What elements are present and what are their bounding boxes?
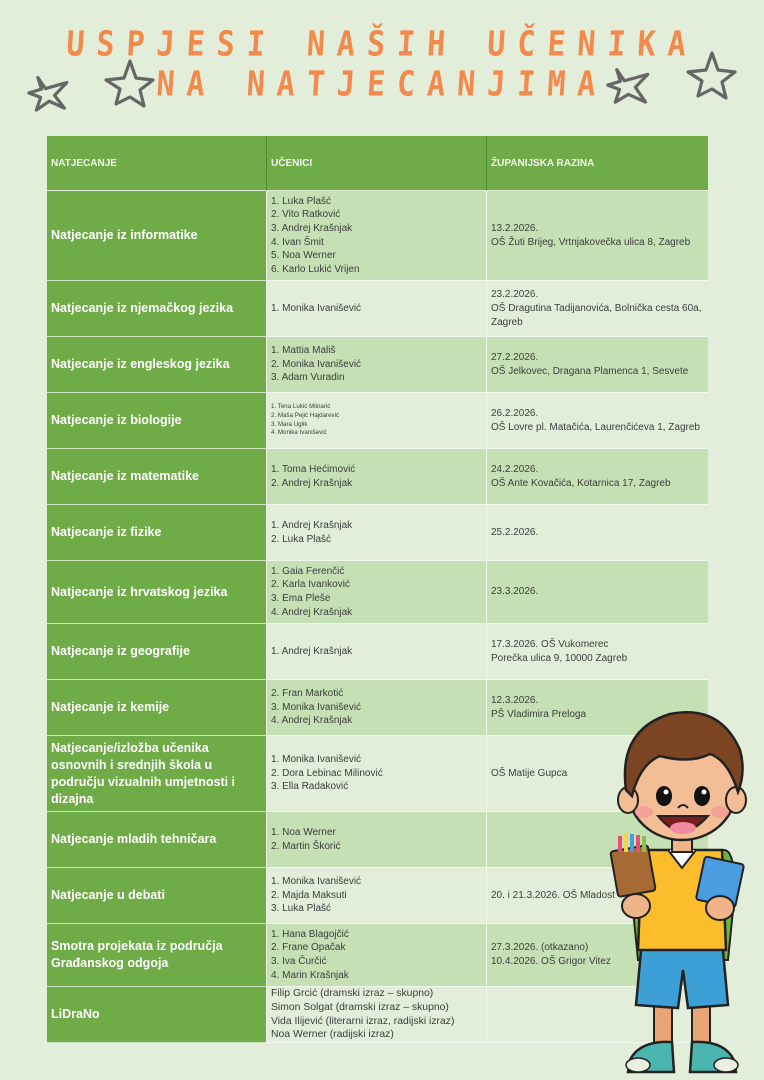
student-name: 2. Karla Ivanković bbox=[271, 579, 350, 591]
student-name: 1. Andrej Krašnjak bbox=[271, 645, 353, 657]
students-list bbox=[271, 875, 361, 916]
students-cell bbox=[267, 680, 487, 736]
header-county-level: ŽUPANIJSKA RAZINA bbox=[487, 136, 708, 191]
event-date: 24.2.2026. bbox=[491, 463, 539, 475]
competition-name: Natjecanje iz biologije bbox=[47, 393, 267, 449]
students-list bbox=[271, 302, 361, 316]
students-cell bbox=[267, 505, 487, 561]
students-cell bbox=[267, 281, 487, 337]
student-name: 6. Karlo Lukić Vrijen bbox=[271, 263, 360, 275]
star-outline-icon bbox=[26, 70, 74, 114]
competition-name: Natjecanje iz hrvatskog jezika bbox=[47, 561, 267, 624]
students-list bbox=[271, 565, 352, 619]
students-list bbox=[271, 403, 339, 437]
table-row bbox=[47, 393, 708, 449]
table-row bbox=[47, 449, 708, 505]
students-cell bbox=[267, 868, 487, 924]
students-cell bbox=[267, 337, 487, 393]
students-list bbox=[271, 753, 383, 794]
county-level-cell bbox=[487, 191, 708, 281]
competition-name: Natjecanje iz engleskog jezika bbox=[47, 337, 267, 393]
event-location: OŠ Žuti Brijeg, Vrtnjakovečka ulica 8, Zagreb bbox=[491, 236, 691, 248]
student-name: 2. Dora Lebinac Milinović bbox=[271, 767, 383, 779]
student-name: 3. Iva Čurčić bbox=[271, 956, 327, 967]
students-list bbox=[271, 987, 454, 1041]
event-date: 12.3.2026. bbox=[491, 694, 539, 706]
students-cell bbox=[267, 561, 487, 624]
page-title-line-2: NA NATJECANJIMA bbox=[155, 64, 609, 105]
students-list bbox=[271, 195, 360, 277]
student-name: 2. Majda Maksuti bbox=[271, 889, 347, 901]
students-cell bbox=[267, 191, 487, 281]
students-cell bbox=[267, 393, 487, 449]
student-name: 2. Luka Plašć bbox=[271, 533, 332, 545]
student-name: 1. Tena Lukić Mlinarić bbox=[271, 403, 331, 411]
star-outline-icon bbox=[682, 50, 738, 102]
student-name: 1. Toma Hećimović bbox=[271, 463, 356, 475]
students-cell bbox=[267, 924, 487, 987]
students-list bbox=[271, 344, 361, 385]
event-date: 23.2.2026. bbox=[491, 288, 539, 300]
students-list bbox=[271, 826, 340, 853]
competition-name: Natjecanje iz fizike bbox=[47, 505, 267, 561]
county-level-cell bbox=[487, 561, 708, 624]
student-name: 1. Monika Ivanišević bbox=[271, 876, 362, 888]
event-location: Porečka ulica 9, 10000 Zagreb bbox=[491, 652, 628, 664]
student-name: 2. Martin Škorić bbox=[271, 840, 341, 852]
student-name: 1. Noa Werner bbox=[271, 826, 336, 838]
event-location: OŠ Lovre pl. Matačića, Laurenčićeva 1, Zagreb bbox=[491, 421, 700, 433]
student-name: 2. Vito Ratković bbox=[271, 209, 341, 221]
student-name: 1. Hana Blagojčić bbox=[271, 928, 349, 940]
event-date: 20. i 21.3.2026. OŠ Mladost bbox=[491, 889, 615, 901]
event-date: 27.2.2026. bbox=[491, 351, 539, 363]
competition-name: Natjecanje iz kemije bbox=[47, 680, 267, 736]
county-level-cell bbox=[487, 393, 708, 449]
student-name: 1. Gaia Ferenčić bbox=[271, 565, 345, 577]
students-list bbox=[271, 463, 355, 490]
student-name: Vida Ilijević (literarni izraz, radijski izraz) bbox=[271, 1015, 455, 1027]
table-row bbox=[47, 337, 708, 393]
event-location: OŠ Jelkovec, Dragana Plamenca 1, Sesvete bbox=[491, 365, 689, 377]
event-location: OŠ Ante Kovačića, Kotarnica 17, Zagreb bbox=[491, 477, 671, 489]
event-date: 25.2.2026. bbox=[491, 526, 539, 538]
star-outline-icon bbox=[100, 58, 156, 110]
students-list bbox=[271, 687, 361, 728]
student-name: 3. Ella Radaković bbox=[271, 781, 349, 793]
event-date: 23.3.2026. bbox=[491, 586, 539, 597]
event-date: 26.2.2026. bbox=[491, 407, 539, 419]
county-level-cell bbox=[487, 505, 708, 561]
student-name: 1. Mattia Mališ bbox=[271, 345, 336, 357]
student-name: Filip Grcić (dramski izraz – skupno) bbox=[271, 988, 434, 1000]
competition-name: Natjecanje iz geografije bbox=[47, 624, 267, 680]
competition-name: Natjecanje u debati bbox=[47, 868, 267, 924]
event-date: 27.3.2026. (otkazano) bbox=[491, 942, 589, 953]
table-row bbox=[47, 281, 708, 337]
students-list bbox=[271, 928, 349, 982]
student-name: 3. Monika Ivanišević bbox=[271, 701, 362, 713]
student-name: 5. Noa Werner bbox=[271, 250, 336, 262]
event-date: 17.3.2026. OŠ Vukomerec bbox=[491, 638, 609, 650]
student-name: Simon Solgat (dramski izraz – skupno) bbox=[271, 1001, 449, 1013]
student-name: 1. Luka Plašć bbox=[271, 195, 332, 207]
event-location: 10.4.2026. OŠ Grigor Vitez bbox=[491, 956, 611, 967]
table-row bbox=[47, 561, 708, 624]
students-cell bbox=[267, 736, 487, 812]
competition-name: Natjecanje iz matematike bbox=[47, 449, 267, 505]
student-name: 3. Andrej Krašnjak bbox=[271, 222, 353, 234]
student-name: 3. Ema Pleše bbox=[271, 593, 331, 604]
competition-name: Natjecanje iz informatike bbox=[47, 191, 267, 281]
event-date: OŠ Matije Gupca bbox=[491, 767, 568, 779]
students-cell bbox=[267, 449, 487, 505]
county-level-cell bbox=[487, 337, 708, 393]
student-name: 3. Adam Vuradin bbox=[271, 372, 345, 384]
students-cell bbox=[267, 987, 487, 1043]
competition-name: Smotra projekata iz područja Građanskog odgoja bbox=[47, 924, 267, 987]
students-cell bbox=[267, 812, 487, 868]
table-row bbox=[47, 191, 708, 281]
student-name: 1. Monika Ivanišević bbox=[271, 302, 362, 314]
page-title-line-1: USPJESI NAŠIH UČENIKA bbox=[65, 24, 699, 65]
student-name: 1. Monika Ivanišević bbox=[271, 754, 362, 766]
student-name: 4. Monika Ivanišević bbox=[271, 429, 327, 437]
competition-name: Natjecanje mladih tehničara bbox=[47, 812, 267, 868]
competition-name: Natjecanje/izložba učenika osnovnih i srednjih škola u području vizualnih umjetnosti i dizajna bbox=[47, 736, 267, 812]
competition-name: LiDraNo bbox=[47, 987, 267, 1043]
student-name: 4. Marin Krašnjak bbox=[271, 969, 349, 981]
students-list bbox=[271, 519, 352, 546]
students-cell bbox=[267, 624, 487, 680]
county-level-cell bbox=[487, 624, 708, 680]
competition-name: Natjecanje iz njemačkog jezika bbox=[47, 281, 267, 337]
student-name: 4. Andrej Krašnjak bbox=[271, 606, 353, 618]
event-location: PŠ Vladimira Preloga bbox=[491, 708, 587, 720]
student-name: 3. Luka Plašć bbox=[271, 903, 332, 915]
table-row bbox=[47, 624, 708, 680]
county-level-cell bbox=[487, 449, 708, 505]
header-students: UČENICI bbox=[267, 136, 487, 191]
event-location: OŠ Dragutina Tadijanovića, Bolnička cesta 60a, Zagreb bbox=[491, 302, 702, 328]
student-name: Noa Werner (radijski izraz) bbox=[271, 1029, 394, 1041]
student-name: 3. Mara Uglik bbox=[271, 420, 308, 428]
student-name: 2. Andrej Krašnjak bbox=[271, 477, 353, 489]
students-list bbox=[271, 645, 352, 659]
student-name: 2. Monika Ivanišević bbox=[271, 358, 362, 370]
schoolboy-illustration bbox=[600, 700, 764, 1080]
event-date: 13.2.2026. bbox=[491, 222, 539, 234]
student-name: 2. Frane Opačak bbox=[271, 942, 346, 954]
student-name: 4. Ivan Šmit bbox=[271, 236, 324, 248]
student-name: 4. Andrej Krašnjak bbox=[271, 715, 353, 727]
county-level-cell bbox=[487, 281, 708, 337]
table-header-row bbox=[47, 136, 708, 191]
header-competition: NATJECANJE bbox=[47, 136, 267, 191]
table-row bbox=[47, 505, 708, 561]
student-name: 1. Andrej Krašnjak bbox=[271, 519, 353, 531]
student-name: 2. Maša Pejić Hajdarević bbox=[271, 411, 340, 419]
student-name: 2. Fran Markotić bbox=[271, 688, 344, 700]
star-outline-icon bbox=[605, 62, 655, 108]
